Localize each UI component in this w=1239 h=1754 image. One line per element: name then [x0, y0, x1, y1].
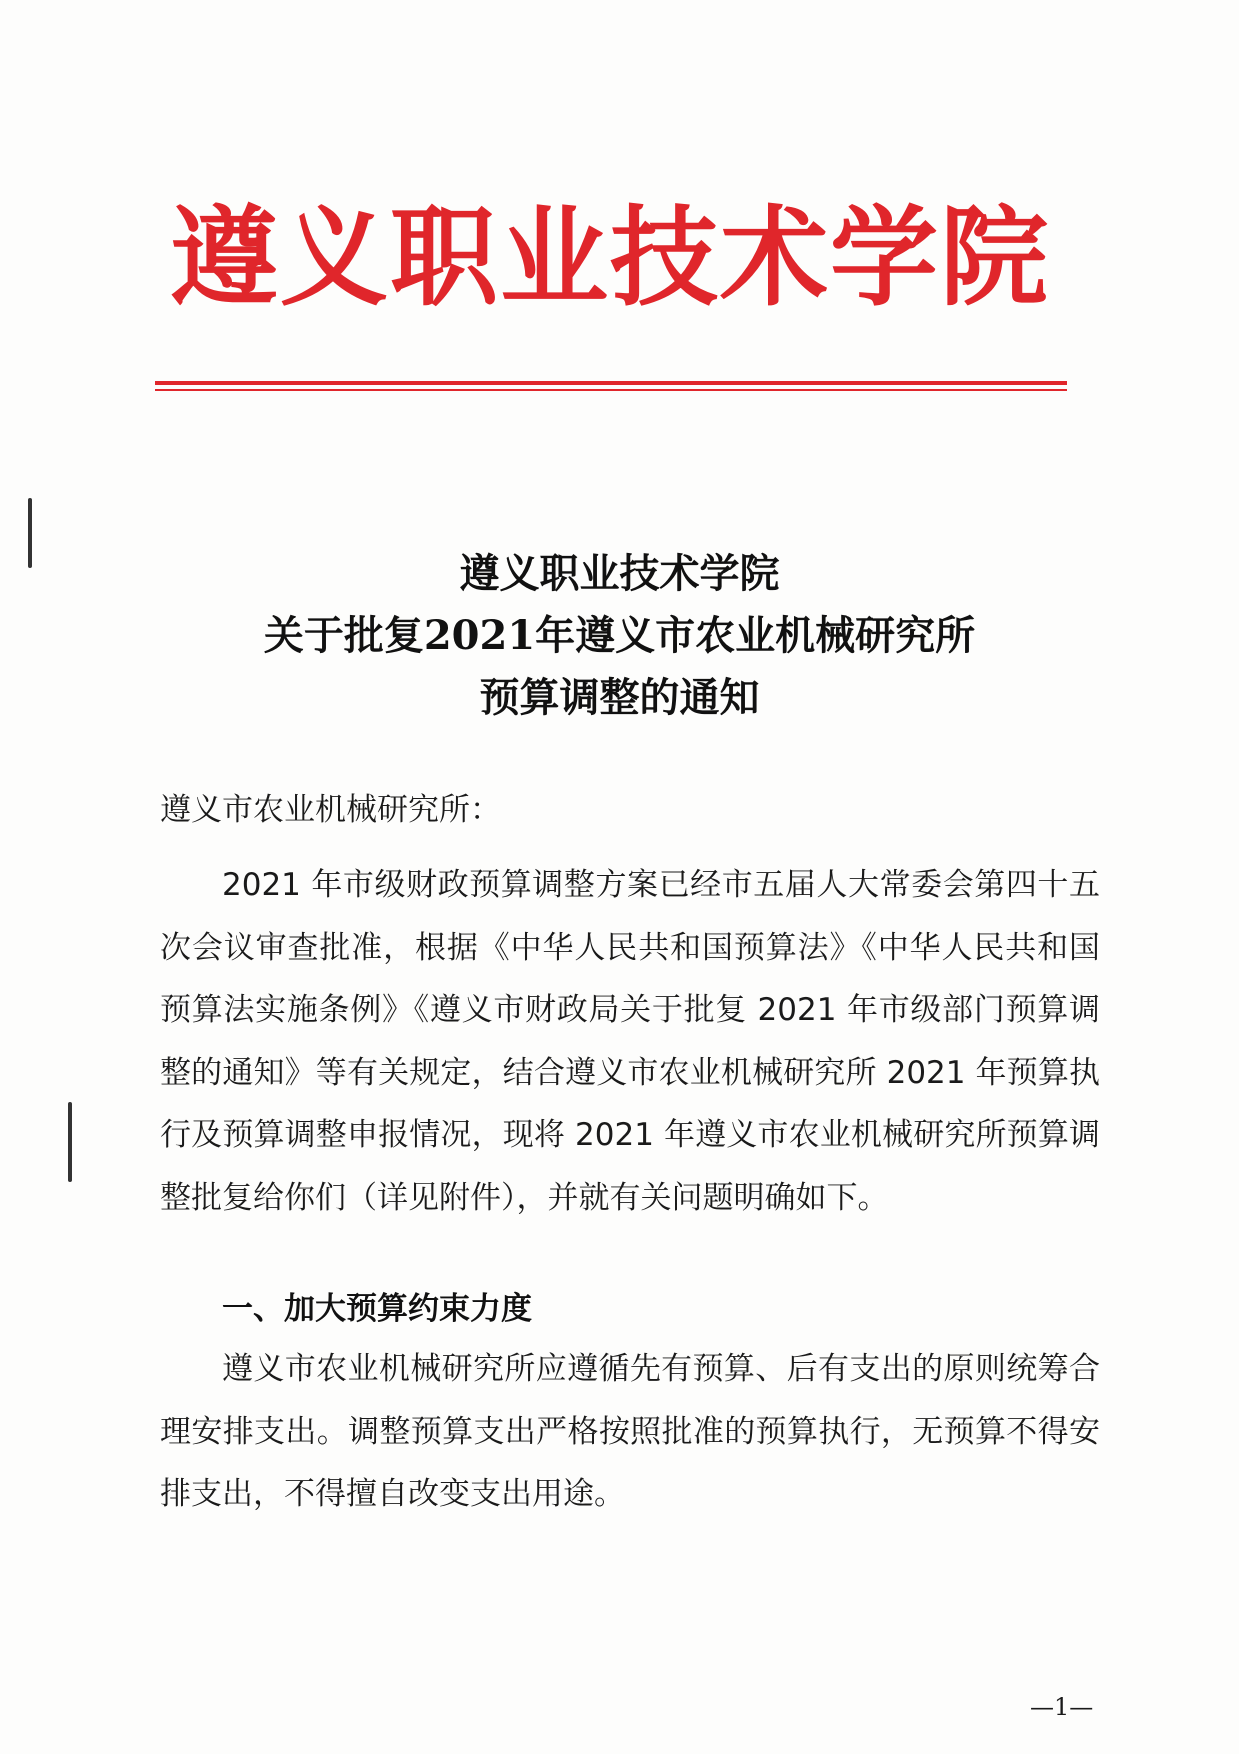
paragraph-intro: 2021 年市级财政预算调整方案已经市五届人大常委会第四十五次会议审查批准，根据《中华人民共和国预算法》《中华人民共和国预算法实施条例》《遵义市财政局关于批复 2021 年市级部门预算调整的通知》等有关规定，结合遵义市农业机械研究所 2021 年预算执行及预算调整申报情况，现将 2021 年遵义市农业机械研究所预算调整批复给你们（详见附件），并就有关问题明确如下。 — [160, 867, 1100, 1216]
paragraph-section-1: 遵义市农业机械研究所应遵循先有预算、后有支出的原则统筹合理安排支出。调整预算支出严格按照批准的预算执行，无预算不得安排支出，不得擅自改变支出用途。 — [160, 1351, 1100, 1513]
letterhead-red-rule-thin — [155, 389, 1067, 391]
binding-staple-mark-bottom — [68, 1102, 72, 1182]
section-heading-1: 一、加大预算约束力度 — [222, 1291, 532, 1327]
title-line-1: 遵义职业技术学院 — [459, 550, 780, 597]
title-line-2: 关于批复2021年遵义市农业机械研究所 — [263, 612, 976, 659]
page-number: —1— — [1030, 1693, 1094, 1721]
title-line-3: 预算调整的通知 — [479, 674, 760, 721]
letterhead-title: 遵义职业技术学院 — [170, 196, 1051, 321]
letterhead-red-rule-thick — [155, 381, 1067, 385]
document-title — [0, 543, 1239, 729]
salutation: 遵义市农业机械研究所： — [160, 792, 501, 828]
